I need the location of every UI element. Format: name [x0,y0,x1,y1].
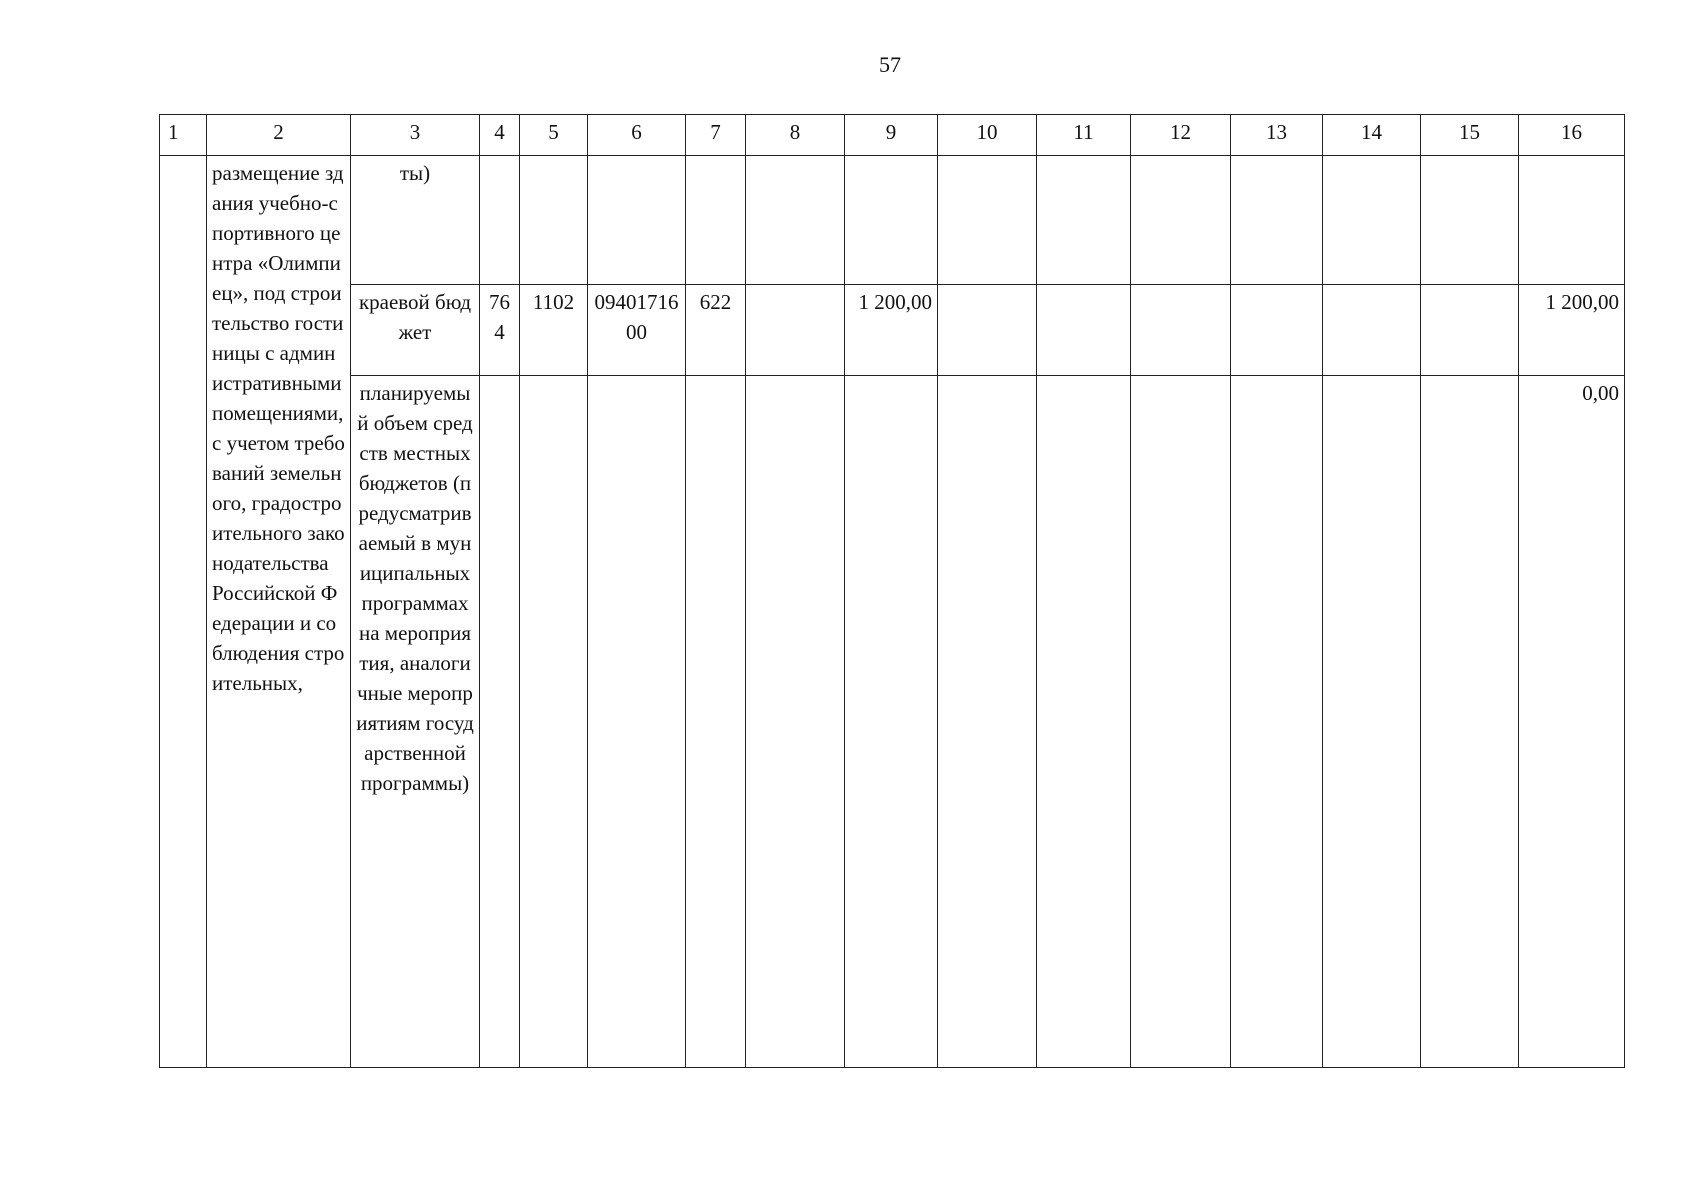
column-header: 12 [1131,115,1231,156]
funding-source-cell: планируемый объем средств местных бюджетов (предусматриваемый в муниципальных программах на мероприятия, аналогичные мероприятиям государственной программы) [351,376,480,1068]
table-cell [588,376,686,1068]
funding-source-cell: ты) [351,156,480,285]
table-cell [1231,376,1323,1068]
table-cell [480,156,520,285]
activity-name-cell: размещение здания учебно-спортивного центра «Олимпиец», под строительство гостиницы с административными помещениями, с учетом требований земельного, градостроительного законодательства Российской Федерации и соблюдения строительных, [207,156,351,1068]
table-cell [938,156,1037,285]
table-cell [1323,376,1421,1068]
table-cell [1519,156,1625,285]
column-header: 7 [686,115,746,156]
table-cell [1131,376,1231,1068]
table-cell [845,156,938,285]
table-cell [746,376,845,1068]
column-header: 15 [1421,115,1519,156]
column-header: 6 [588,115,686,156]
total-cell: 1 200,00 [1519,285,1625,376]
target-code-cell: 0940171600 [588,285,686,376]
table-cell [746,156,845,285]
gov-code-cell: 764 [480,285,520,376]
table-cell [1037,156,1131,285]
table-cell [938,376,1037,1068]
table-cell [1421,285,1519,376]
column-header: 8 [746,115,845,156]
table-cell [1131,285,1231,376]
table-cell [1037,376,1131,1068]
column-header: 10 [938,115,1037,156]
column-header: 1 [160,115,207,156]
funding-source-cell: краевой бюджет [351,285,480,376]
table-row [160,376,1625,1068]
column-header: 11 [1037,115,1131,156]
total-cell: 0,00 [1519,376,1625,1068]
column-header: 4 [480,115,520,156]
table-cell [1131,156,1231,285]
table-cell [938,285,1037,376]
section-code-cell: 1102 [520,285,588,376]
column-header: 16 [1519,115,1625,156]
column-header: 3 [351,115,480,156]
table-row [160,285,1625,376]
table-cell [746,285,845,376]
amount-cell: 1 200,00 [845,285,938,376]
table-cell [1323,156,1421,285]
table-cell [588,156,686,285]
table-header-row [160,115,1625,156]
expense-type-cell: 622 [686,285,746,376]
page-number: 57 [879,52,901,77]
table-cell [480,376,520,1068]
column-header: 2 [207,115,351,156]
table-cell [1323,285,1421,376]
table-cell [1421,156,1519,285]
budget-table [159,114,1625,1068]
table-cell [686,156,746,285]
table-cell [520,376,588,1068]
table-cell [1231,156,1323,285]
column-header: 9 [845,115,938,156]
column-header: 14 [1323,115,1421,156]
row-number-cell [160,156,207,1068]
table-cell [686,376,746,1068]
table-row [160,156,1625,285]
column-header: 13 [1231,115,1323,156]
column-header: 5 [520,115,588,156]
table-cell [845,376,938,1068]
table-cell [1037,285,1131,376]
table-cell [1231,285,1323,376]
table-cell [1421,376,1519,1068]
table-cell [520,156,588,285]
